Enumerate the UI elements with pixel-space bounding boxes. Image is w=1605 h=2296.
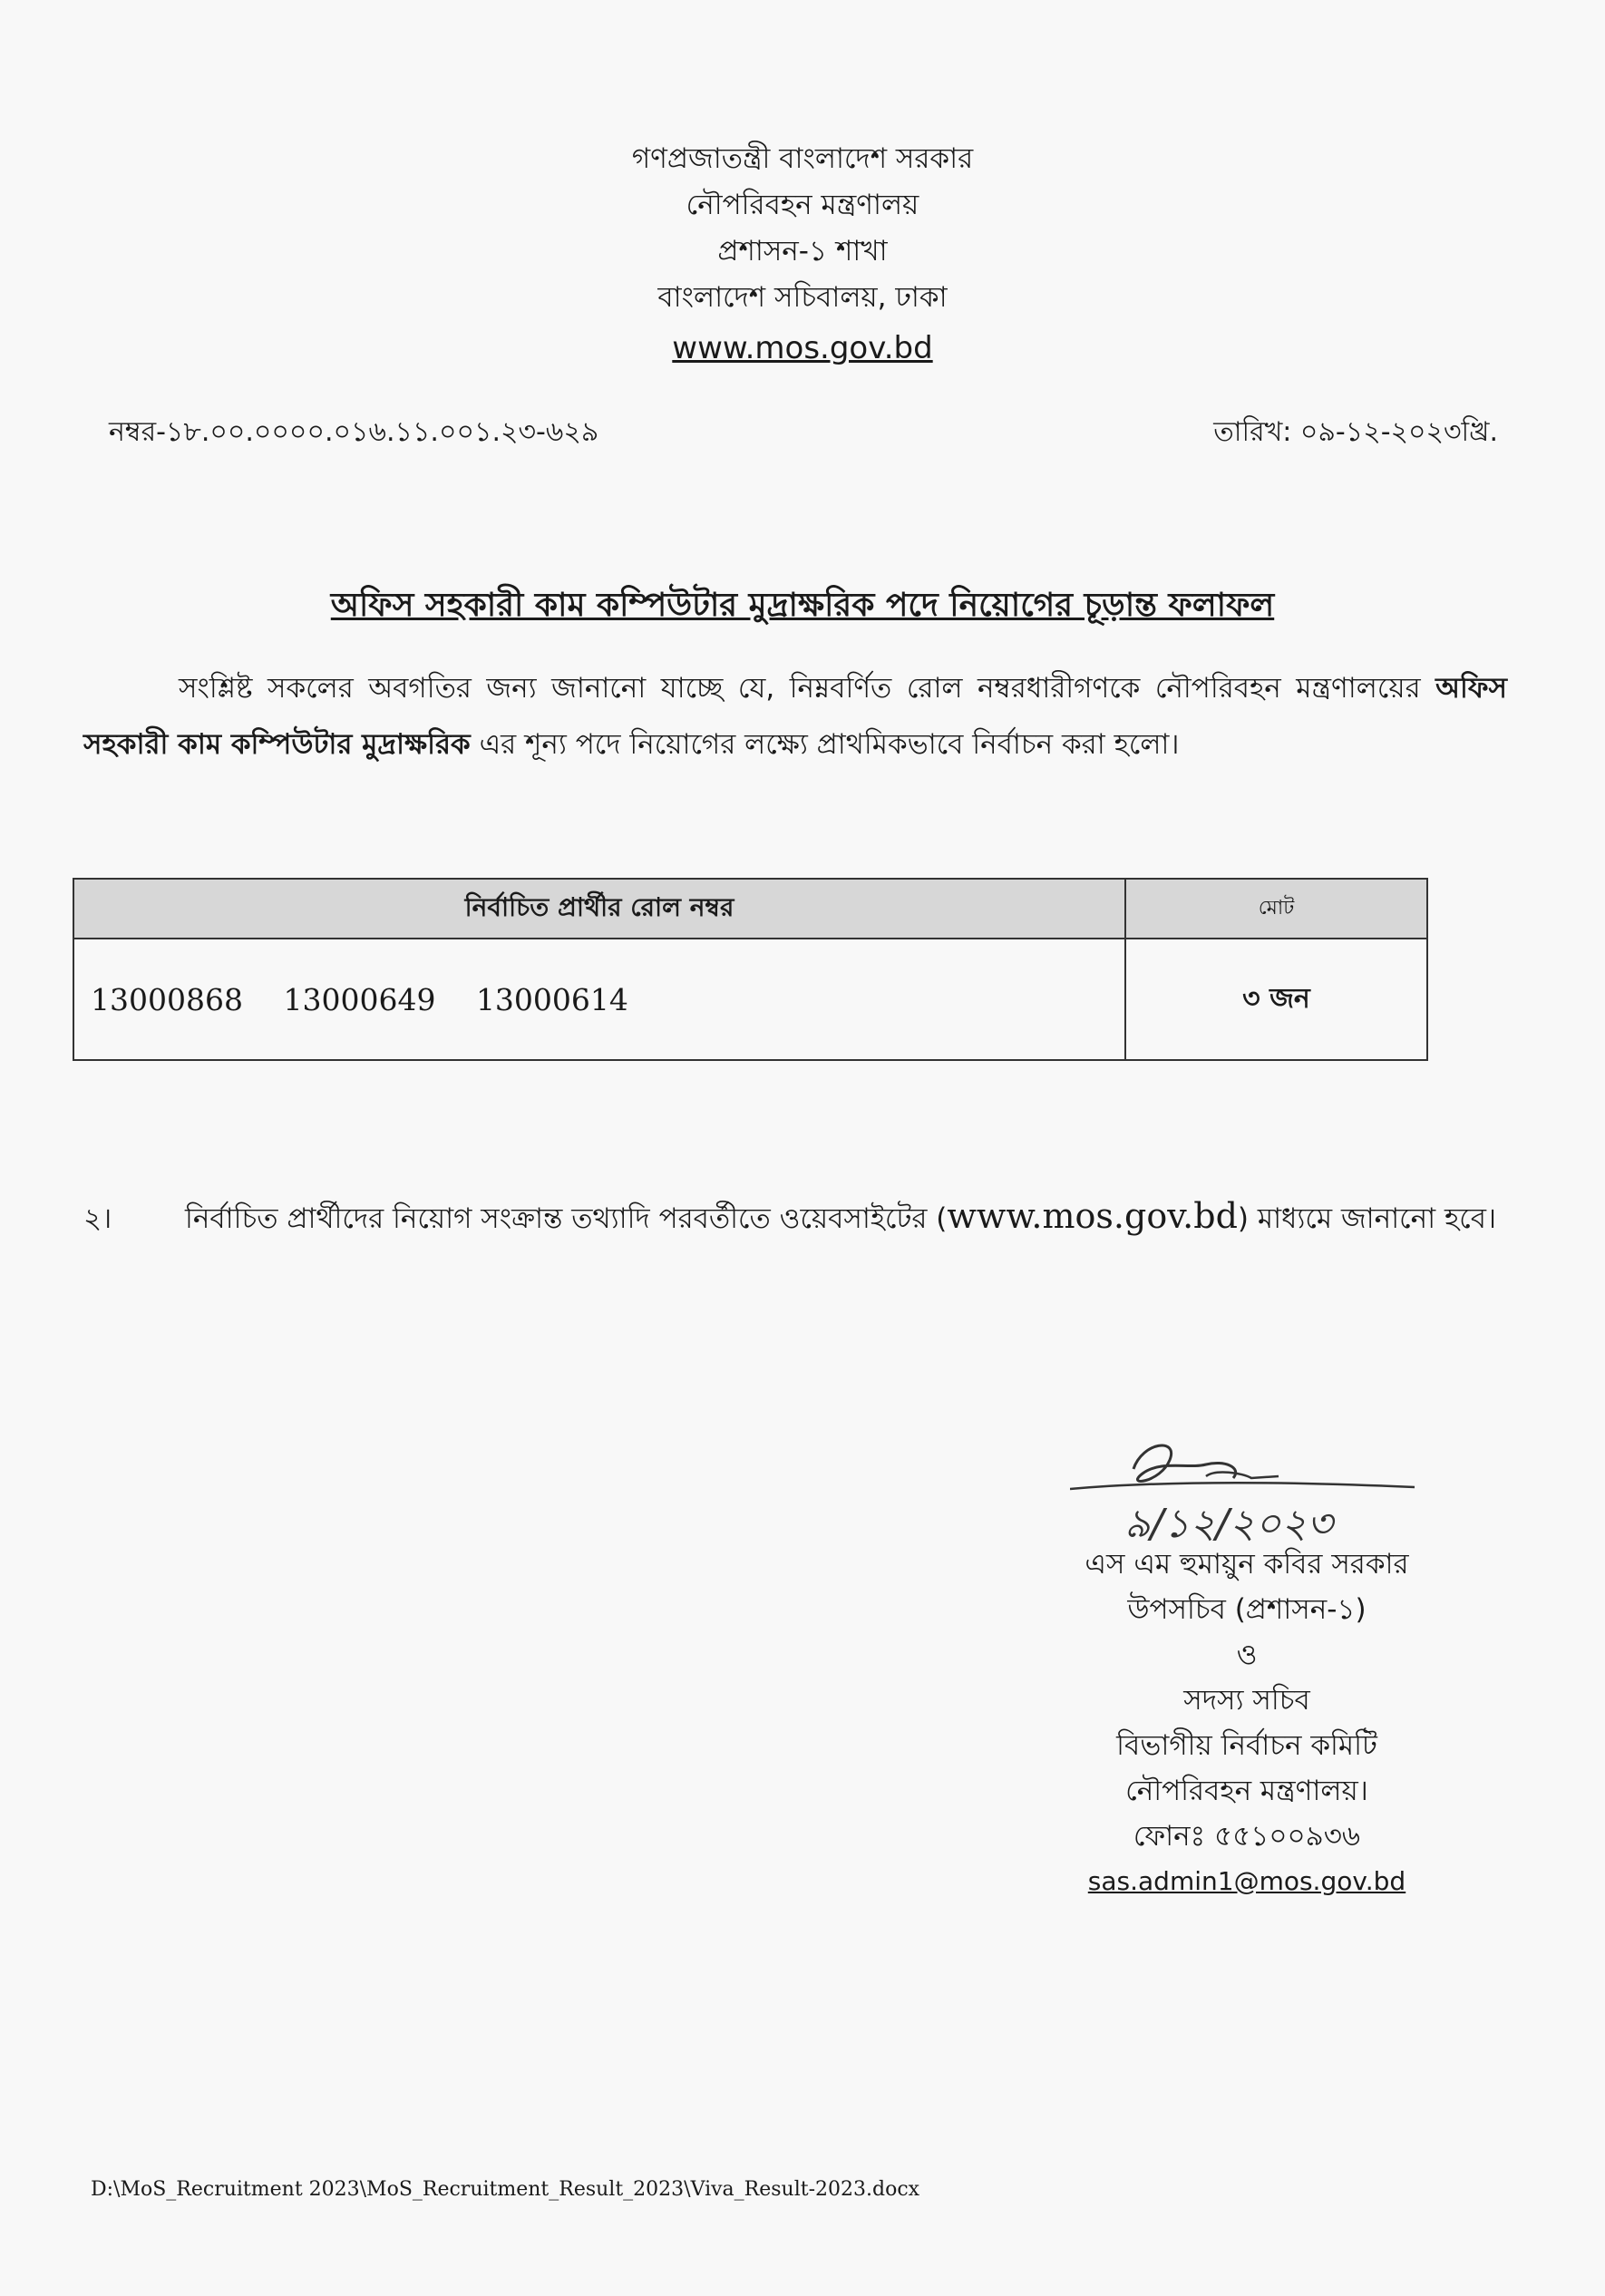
ministry-name: নৌপরিবহন মন্ত্রণালয় <box>686 189 919 221</box>
website-link[interactable]: www.mos.gov.bd <box>672 330 933 366</box>
signatory-name: এস এম হুমায়ুন কবির সরকার <box>1085 1548 1409 1581</box>
paragraph-number: ২। <box>83 1202 112 1235</box>
header-roll-numbers: নির্বাচিত প্রার্থীর রোল নম্বর <box>73 879 1125 939</box>
notice-website-link[interactable]: www.mos.gov.bd <box>947 1196 1238 1236</box>
branch-name: প্রশাসন-১ শাখা <box>717 235 888 268</box>
memo-number: নম্বর-১৮.০০.০০০০.০১৬.১১.০০১.২৩-৬২৯ <box>109 416 599 448</box>
intro-post-name: অফিস সহকারী কাম কম্পিউটার মুদ্রাক্ষরিক <box>83 672 1507 761</box>
notice-paragraph <box>83 1188 1507 1247</box>
handwritten-signature <box>1070 1433 1460 1551</box>
email-link[interactable]: sas.admin1@mos.gov.bd <box>1087 1866 1406 1896</box>
signatory-ministry: নৌপরিবহন মন্ত্রণালয়। <box>1125 1775 1368 1807</box>
results-table <box>73 878 1428 1061</box>
committee-name: বিভাগীয় নির্বাচন কমিটি <box>1116 1729 1377 1762</box>
total-count-cell: ৩ জন <box>1125 939 1427 1060</box>
intro-paragraph <box>83 660 1507 773</box>
intro-text-a: সংশ্লিষ্ট সকলের অবগতির জন্য জানানো যাচ্ছে যে, নিম্নবর্ণিত রোল নম্বরধারীগণকে নৌপরিবহন মন্ত্রণালয়ের <box>179 672 1436 705</box>
phone-number: ফোনঃ ৫৫১০০৯৩৬ <box>1133 1820 1361 1853</box>
notice-text-b: ) মাধ্যমে জানানো হবে। <box>1237 1202 1497 1235</box>
header-total: মোট <box>1125 879 1427 939</box>
memo-date: তারিখ: ০৯-১২-২০২৩খ্রি. <box>1213 416 1498 448</box>
secretariat-address: বাংলাদেশ সচিবালয়, ঢাকা <box>657 281 948 314</box>
government-name: গণপ্রজাতন্ত্রী বাংলাদেশ সরকার <box>631 142 974 175</box>
signature-date: ৯/১২/২০২৩ <box>1124 1501 1333 1547</box>
roll-numbers-cell <box>73 939 1125 1060</box>
intro-text-b: এর শূন্য পদে নিয়োগের লক্ষ্যে প্রাথমিকভাবে নির্বাচন করা হলো। <box>470 728 1180 761</box>
signatory-designation: উপসচিব (প্রশাসন-১) <box>1127 1593 1367 1626</box>
conjunction: ও <box>1236 1639 1258 1671</box>
notice-text-a: নির্বাচিত প্রার্থীদের নিয়োগ সংক্রান্ত তথ্যাদি পরবর্তীতে ওয়েবসাইটের ( <box>185 1202 948 1235</box>
roll-number: 13000868 <box>91 981 243 1017</box>
signatory-role: সদস্য সচিব <box>1183 1684 1310 1717</box>
roll-number: 13000649 <box>283 981 436 1017</box>
roll-number: 13000614 <box>475 981 628 1017</box>
signature-block <box>1034 1542 1460 1904</box>
table-header-row <box>73 879 1427 939</box>
letterhead <box>0 136 1605 375</box>
document-title: অফিস সহকারী কাম কম্পিউটার মুদ্রাক্ষরিক পদে নিয়োগের চূড়ান্ত ফলাফল <box>330 587 1275 624</box>
table-row <box>73 939 1427 1060</box>
file-path-footer: D:\MoS_Recruitment 2023\MoS_Recruitment_Result_2023\Viva_Result-2023.docx <box>91 2178 920 2201</box>
